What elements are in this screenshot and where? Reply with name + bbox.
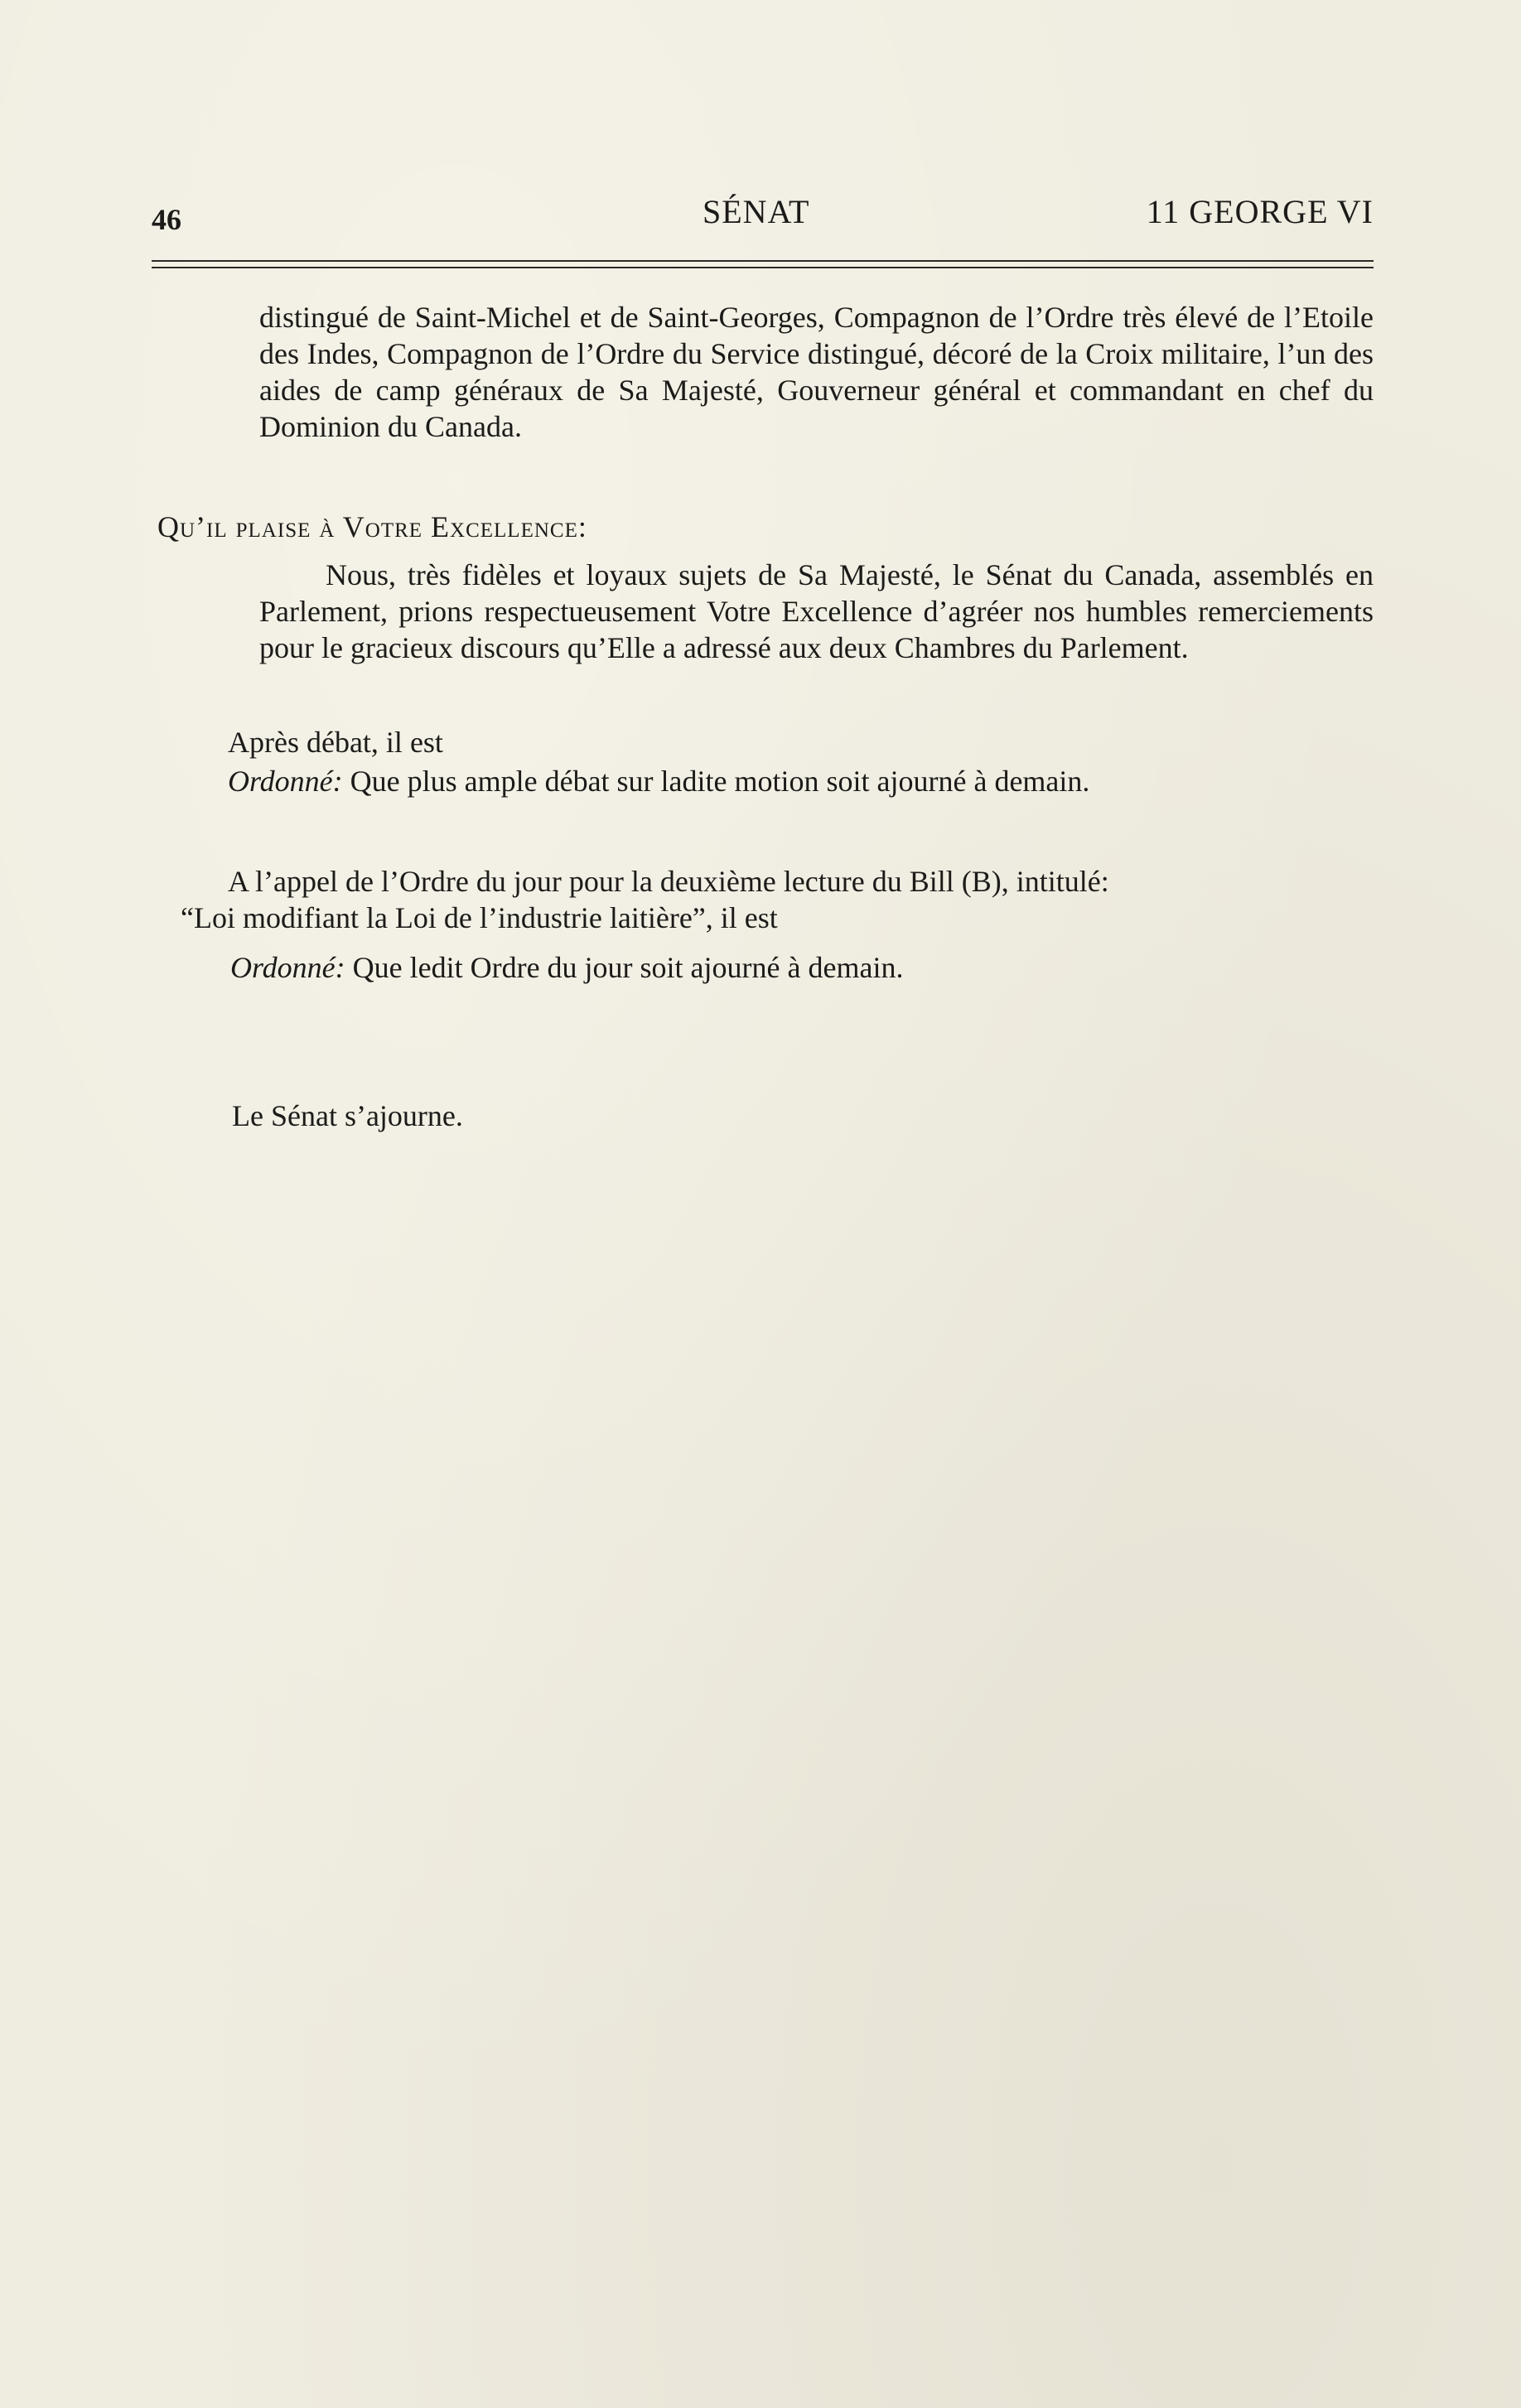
ordered-line-2 — [230, 950, 903, 985]
address-paragraph: Nous, très fidèles et loyaux sujets de Sa Majesté, le Sénat du Canada, assemblés en Parlement, prions respectueusement Votre Excellence d’agréer nos humbles remerciements pour le gracieux discours qu’Elle a adressé aux deux Chambres du Parlement. — [259, 558, 1374, 664]
running-header — [152, 192, 1374, 242]
continuation-paragraph: distingué de Saint-Michel et de Saint-Georges, Compagnon de l’Ordre très élevé de l’Etoile des Indes, Compagnon de l’Ordre du Service distingué, décoré de la Croix militaire, l’un des aides de camp généraux de Sa Majesté, Gouverneur général et commandant en chef du Dominion du Canada. — [259, 301, 1374, 443]
order-call-line-1: A l’appel de l’Ordre du jour pour la deuxième lecture du Bill (B), intitulé: — [228, 865, 1109, 898]
running-title: SÉNAT — [703, 193, 810, 230]
ordered-text: Que plus ample débat sur ladite motion soit ajourné à demain. — [350, 765, 1090, 798]
page-number: 46 — [152, 203, 181, 236]
adjournment-line: Le Sénat s’ajourne. — [232, 1099, 463, 1132]
ordered-text: Que ledit Ordre du jour soit ajourné à demain. — [352, 951, 904, 984]
order-call-line-2: “Loi modifiant la Loi de l’industrie laitière”, il est — [181, 901, 778, 934]
header-rule-top — [152, 260, 1374, 262]
after-debate-line: Après débat, il est — [228, 726, 443, 759]
ordered-label: Ordonné: — [230, 951, 345, 984]
address-heading: Qu’il plaise à Votre Excellence: — [157, 510, 587, 543]
reign-label: 11 GEORGE VI — [1146, 193, 1374, 230]
ordered-line-1 — [228, 764, 1089, 799]
header-rule-bottom — [152, 267, 1374, 268]
ordered-label: Ordonné: — [228, 765, 343, 798]
